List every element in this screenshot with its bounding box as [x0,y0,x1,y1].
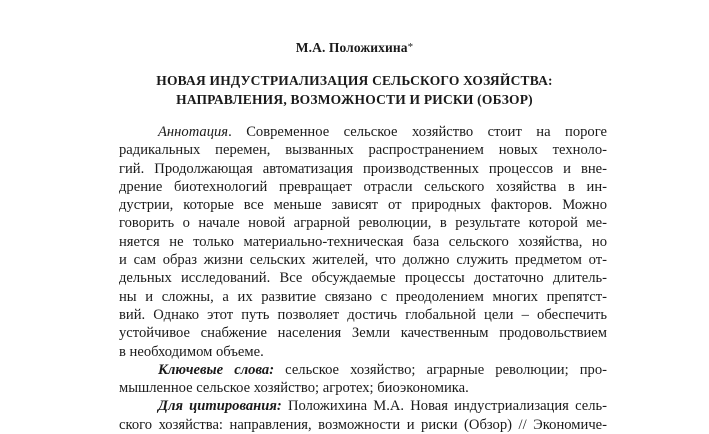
abstract-line: дустрии, которые все меньше зависят от природных факторов. Можно [119,197,607,214]
abstract-last-line: в необходимом объеме. [119,343,264,360]
title-line-2: НАПРАВЛЕНИЯ, ВОЗМОЖНОСТИ И РИСКИ (ОБЗОР) [176,92,533,107]
abstract-line: дрение биотехнологий превращает отрасли сельского хозяйства в ин- [119,178,607,195]
author-footnote-mark: * [407,41,414,53]
abstract-line: говорить о начале новой аграрной революции, в результате которой ме- [119,215,607,232]
abstract-line: гий. Продолжающая автоматизация производственных процессов и вне- [119,160,607,177]
title-line-1: НОВАЯ ИНДУСТРИАЛИЗАЦИЯ СЕЛЬСКОГО ХОЗЯЙСТВА: [156,73,553,88]
abstract-line: ны и сложны, а их развитие связано с преодолением многих препятст- [119,288,607,305]
article-author [0,40,709,56]
citation-second-line: ского хозяйства: направления, возможности и риски (Обзор) // Экономиче- [119,416,607,433]
keywords-first-line [119,361,607,379]
citation-label: Для цитирования: [158,398,282,415]
keywords-last-line: мышленное сельское хозяйство; агротех; биоэкономика. [119,380,469,397]
citation-first-line [119,397,607,415]
article-title [0,71,709,109]
abstract-line: устойчивое снабжение населения Земли качественным продовольствием [119,325,607,342]
abstract-label: Аннотация [158,124,229,140]
author-name: М.А. Положихина [295,40,408,55]
abstract-text: . Современное сельское хозяйство стоит на пороге [228,124,607,140]
keywords-text: сельское хозяйство; аграрные революции; про- [274,361,607,378]
citation-text: Положихина М.А. Новая индустриализация сель- [281,398,607,415]
article-body [119,123,607,434]
keywords-label: Ключевые слова: [158,361,275,378]
abstract-line: няется не только материально-техническая база сельского хозяйства, но [119,233,607,250]
abstract-line: и сам образ жизни сельских жителей, что должно служить предметом от- [119,252,607,269]
abstract-line: вий. Однако этот путь позволяет достичь глобальной цели – обеспечить [119,306,607,323]
abstract-first-line [119,123,607,141]
abstract-line: дельных исследований. Все обсуждаемые процессы достаточно длитель- [119,270,607,287]
abstract-line: радикальных перемен, вызванных распространением новых техноло- [119,142,607,159]
